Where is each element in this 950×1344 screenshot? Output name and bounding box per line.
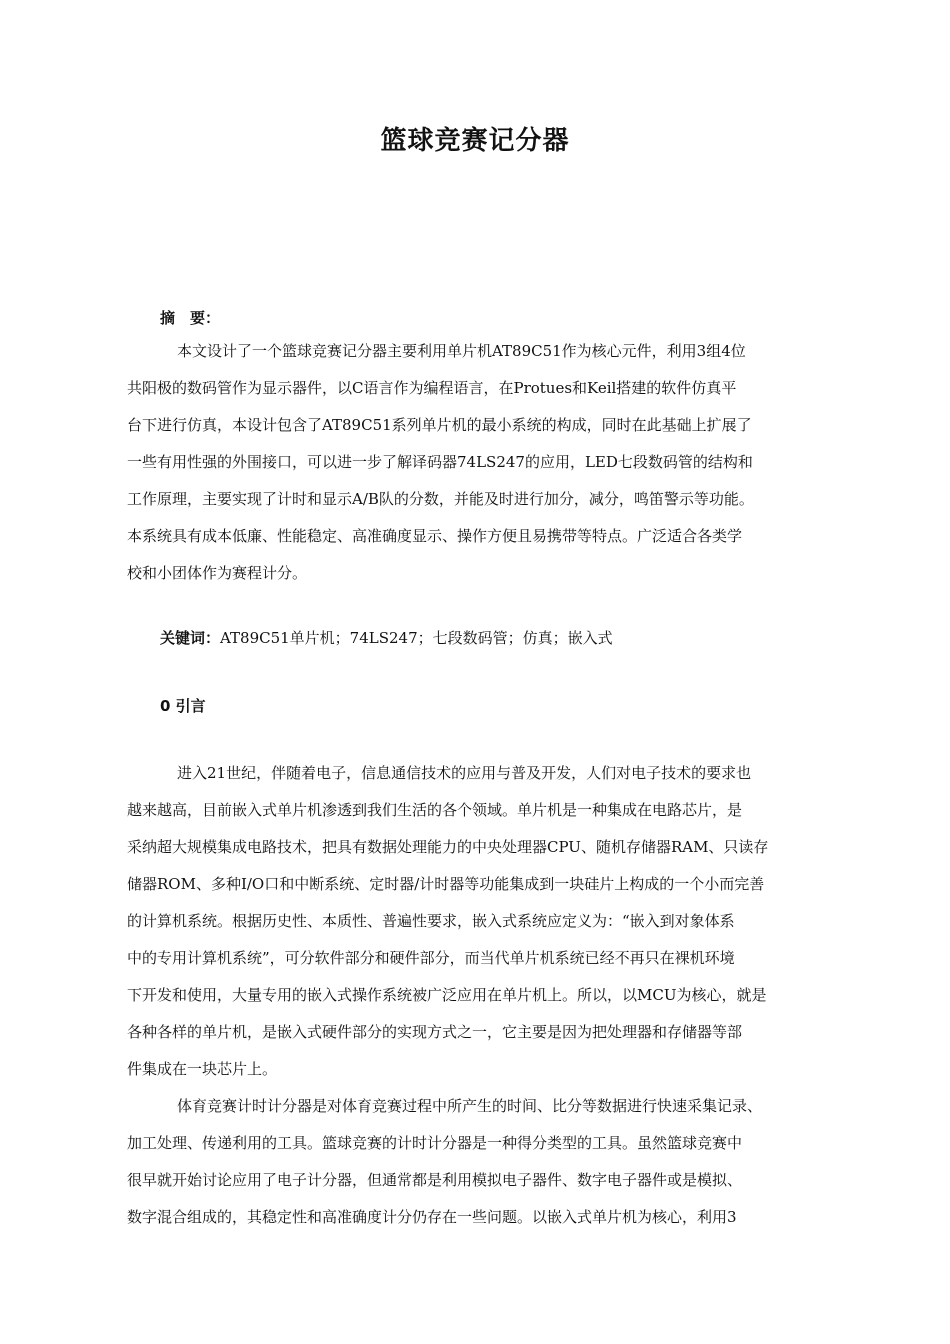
abstract-line: 校和小团体作为赛程计分。 bbox=[127, 564, 308, 582]
intro-line: 体育竞赛计时计分器是对体育竞赛过程中所产生的时间、比分等数据进行快速采集记录、 bbox=[177, 1097, 763, 1115]
abstract-line: 共阳极的数码管作为显示器件，以C语言作为编程语言，在Protues和Keil搭建的软件仿真平 bbox=[127, 379, 737, 397]
intro-line: 的计算机系统。根据历史性、本质性、普遍性要求，嵌入式系统应定义为：“嵌入到对象体系 bbox=[127, 912, 735, 930]
abstract-label: 摘 要： bbox=[160, 309, 221, 327]
intro-paragraph-2 bbox=[127, 1088, 827, 1236]
keywords-text: AT89C51单片机；74LS247；七段数码管；仿真；嵌入式 bbox=[220, 629, 613, 647]
intro-paragraph-1 bbox=[127, 755, 827, 1088]
intro-line: 数字混合组成的，其稳定性和高准确度计分仍存在一些问题。以嵌入式单片机为核心，利用3 bbox=[127, 1208, 737, 1226]
keywords-label: 关键词： bbox=[160, 629, 221, 647]
intro-line: 采纳超大规模集成电路技术，把具有数据处理能力的中央处理器CPU、随机存储器RAM、只读存 bbox=[127, 838, 769, 856]
intro-line: 下开发和使用，大量专用的嵌入式操作系统被广泛应用在单片机上。所以，以MCU为核心，就是 bbox=[127, 986, 767, 1004]
intro-line: 件集成在一块芯片上。 bbox=[127, 1060, 278, 1078]
section-heading: 0 引言 bbox=[160, 697, 206, 715]
intro-line: 很早就开始讨论应用了电子计分器，但通常都是利用模拟电子器件、数字电子器件或是模拟、 bbox=[127, 1171, 743, 1189]
keywords-line bbox=[160, 627, 613, 648]
abstract-line: 本系统具有成本低廉、性能稳定、高准确度显示、操作方便且易携带等特点。广泛适合各类学 bbox=[127, 527, 743, 545]
intro-line: 储器ROM、多种I/O口和中断系统、定时器/计时器等功能集成到一块硅片上构成的一个小而完善 bbox=[127, 875, 765, 893]
abstract-paragraph bbox=[127, 333, 827, 592]
abstract-line: 本文设计了一个篮球竞赛记分器主要利用单片机AT89C51作为核心元件，利用3组4位 bbox=[177, 342, 746, 360]
intro-line: 进入21世纪，伴随着电子，信息通信技术的应用与普及开发，人们对电子技术的要求也 bbox=[177, 764, 752, 782]
abstract-line: 工作原理，主要实现了计时和显示A/B队的分数，并能及时进行加分，减分，鸣笛警示等功能。 bbox=[127, 490, 754, 508]
intro-line: 加工处理、传递利用的工具。篮球竞赛的计时计分器是一种得分类型的工具。虽然篮球竞赛中 bbox=[127, 1134, 743, 1152]
document-title: 篮球竞赛记分器 bbox=[380, 126, 570, 156]
abstract-line: 一些有用性强的外围接口，可以进一步了解译码器74LS247的应用，LED七段数码管的结构和 bbox=[127, 453, 753, 471]
intro-line: 越来越高，目前嵌入式单片机渗透到我们生活的各个领域。单片机是一种集成在电路芯片，是 bbox=[127, 801, 743, 819]
intro-line: 中的专用计算机系统”，可分软件部分和硬件部分，而当代单片机系统已经不再只在裸机环境 bbox=[127, 949, 735, 967]
abstract-line: 台下进行仿真，本设计包含了AT89C51系列单片机的最小系统的构成，同时在此基础上扩展了 bbox=[127, 416, 752, 434]
intro-line: 各种各样的单片机，是嵌入式硬件部分的实现方式之一，它主要是因为把处理器和存储器等部 bbox=[127, 1023, 743, 1041]
